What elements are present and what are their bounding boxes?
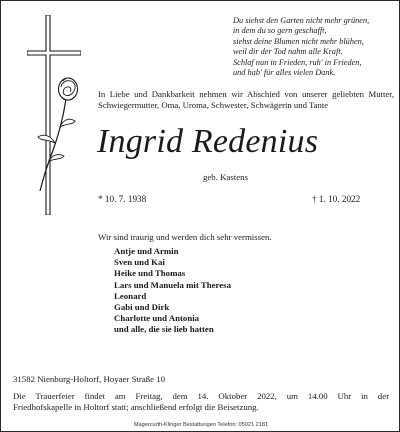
cross-with-rose-icon: [27, 15, 81, 215]
list-item: Lars und Manuela mit Theresa: [114, 279, 231, 290]
poem-line: Du siehst den Garten nicht mehr grünen,: [233, 16, 370, 25]
undertaker-footer: Magercurth-Klinger Bestattungen Telefon: 05021 2181: [133, 422, 269, 428]
birth-date: * 10. 7. 1938: [98, 194, 147, 204]
poem-line: in dem du so gern geschafft,: [233, 26, 327, 36]
mourning-line: Wir sind traurig und werden dich sehr vermissen.: [98, 232, 272, 242]
death-date: † 1. 10. 2022: [312, 194, 361, 204]
poem: [233, 16, 393, 78]
mourners-list: [114, 246, 231, 336]
poem-line: siehst deine Blumen nicht mehr blühen,: [233, 36, 364, 46]
mourners-address: 31582 Nienburg-Holtorf, Hoyaer Straße 10: [13, 374, 166, 384]
poem-line: weil dir der Tod nahm alle Kraft.: [233, 47, 343, 57]
intro-text: In Liebe und Dankbarkeit nehmen wir Abschied von unserer geliebten Mutter, Schwiegermutter, Oma, Uroma, Schwester, Schwägerin und Tante: [98, 89, 394, 110]
poem-line: und hab' für alles vielen Dank.: [233, 68, 336, 78]
list-item: und alle, die sie lieb hatten: [114, 324, 214, 335]
funeral-line: Die Trauerfeier findet am Freitag, dem 14. Oktober 2022, um 14.00 Uhr in der: [13, 391, 389, 401]
funeral-details: [13, 391, 389, 413]
list-item: Heike und Thomas: [114, 268, 186, 279]
maiden-name: geb. Kastens: [203, 172, 248, 182]
list-item: Charlotte und Antonia: [114, 313, 200, 324]
list-item: Sven und Kai: [114, 257, 165, 268]
funeral-line: Friedhofskapelle in Holtorf statt; anschließend erfolgt die Beisetzung.: [13, 402, 259, 412]
poem-line: Schlaf nun in Frieden, ruh' in Frieden,: [233, 57, 362, 67]
list-item: Gabi und Dirk: [114, 302, 170, 313]
deceased-name: Ingrid Redenius: [97, 123, 319, 160]
list-item: Antje und Armin: [114, 246, 179, 256]
list-item: Leonard: [114, 290, 147, 301]
